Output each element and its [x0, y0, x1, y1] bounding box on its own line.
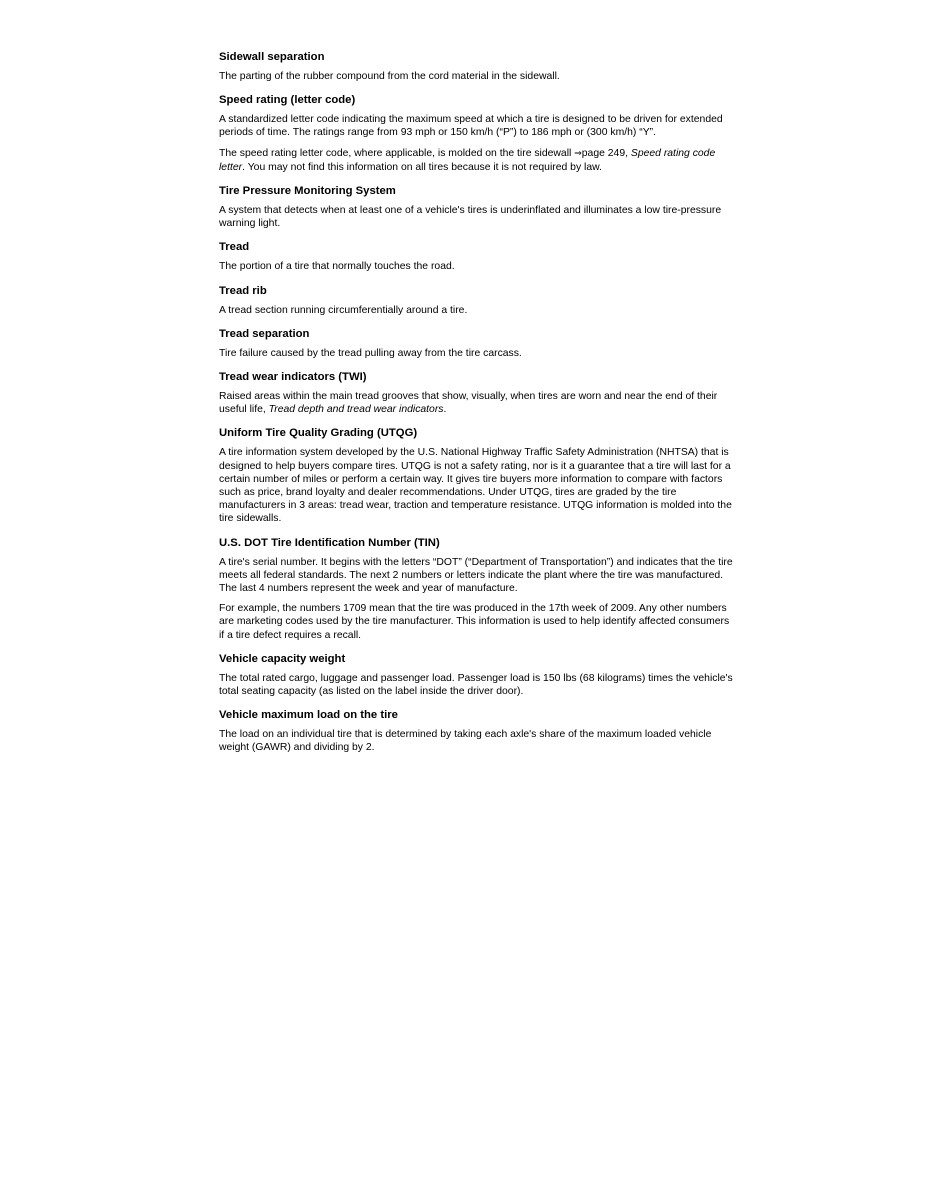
definition-text-segment: The speed rating letter code, where applicable, is molded on the tire sidewall	[219, 147, 575, 159]
term-heading: Tread separation	[219, 327, 310, 340]
term-heading: Sidewall separation	[219, 51, 325, 63]
page-reference-link[interactable]: page 249,	[581, 147, 631, 159]
definition-text: For example, the numbers 1709 mean that the tire was produced in the 17th week of 2009. Any other numbers are marketing codes used by the tire manufacturer. This information is used to help identify affected consumers if a tire defect requires a recall.	[219, 603, 730, 641]
definition-text-segment: Raised areas within the main tread grooves that show, visually, when tires are worn and near the end of their useful life,	[219, 391, 718, 416]
definition-text: A standardized letter code indicating the maximum speed at which a tire is designed to be driven for extended periods of time. The ratings range from 93 mph or 150 km/h (“P”) to 186 mph or (300 km/h) “Y”.	[219, 114, 723, 139]
definition-text	[219, 390, 737, 416]
definition-text: The portion of a tire that normally touches the road.	[219, 261, 455, 273]
definition-text: A tire's serial number. It begins with the letters “DOT” (“Department of Transportation”) and indicates that the tire meets all federal standards. The next 2 numbers or letters indicate the plant where the tire was manufactured. The last 4 numbers represent the week and year of manufacture.	[219, 556, 733, 595]
term-heading: U.S. DOT Tire Identification Number (TIN)	[219, 536, 440, 549]
definition-text: A tire information system developed by the U.S. National Highway Traffic Safety Administration (NHTSA) that is designed to help buyers compare tires. UTQG is not a safety rating, nor is it a guarantee that a tire will last for a certain number of miles or perform a certain way. It gives tire buyers more information to compare with factors such as price, brand loyalty and dealer recommendations. Under UTQG, tires are graded by the tire manufacturers in 3 areas: tread wear, traction and temperature resistance. UTQG information is molded into the tire sidewalls.	[219, 447, 732, 525]
definition-text-segment: .	[443, 404, 447, 416]
definition-text: A system that detects when at least one of a vehicle's tires is underinflated and illuminates a low tire-pressure warning light.	[219, 205, 722, 230]
cross-reference-title[interactable]: Speed rating code letter	[219, 147, 716, 173]
definition-text	[219, 147, 737, 174]
term-heading: Uniform Tire Quality Grading (UTQG)	[219, 427, 418, 440]
definition-text-segment: . You may not find this information on all tires because it is not required by law.	[242, 161, 602, 173]
term-heading: Speed rating (letter code)	[219, 94, 356, 107]
definition-text: The parting of the rubber compound from the cord material in the sidewall.	[219, 71, 560, 82]
definition-text: The load on an individual tire that is determined by taking each axle's share of the maximum loaded vehicle weight (GAWR) and dividing by 2.	[219, 729, 712, 754]
definition-text: The total rated cargo, luggage and passenger load. Passenger load is 150 lbs (68 kilograms) times the vehicle's total seating capacity (as listed on the label inside the driver door).	[219, 672, 733, 698]
term-heading: Vehicle maximum load on the tire	[219, 709, 398, 722]
term-heading: Tire Pressure Monitoring System	[219, 185, 396, 198]
term-heading: Tread rib	[219, 284, 267, 297]
glossary-content	[219, 50, 737, 765]
term-heading: Vehicle capacity weight	[219, 652, 346, 665]
definition-text: A tread section running circumferentially around a tire.	[219, 304, 468, 316]
arrow-right-icon: ⇒	[574, 148, 582, 159]
cross-reference-title[interactable]: Tread depth and tread wear indicators	[268, 404, 444, 416]
term-heading: Tread	[219, 241, 250, 254]
definition-text: Tire failure caused by the tread pulling away from the tire carcass.	[219, 347, 522, 359]
term-heading: Tread wear indicators (TWI)	[219, 371, 367, 384]
